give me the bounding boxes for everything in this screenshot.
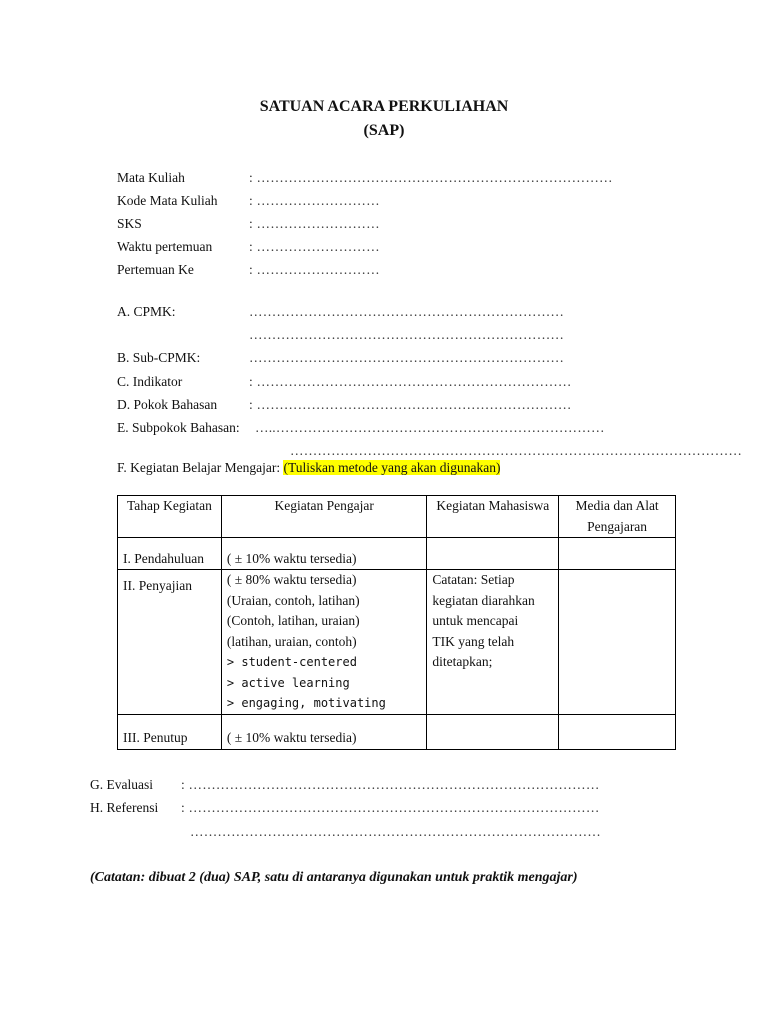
mahasiswa-line: TIK yang telah (432, 633, 515, 649)
field-label-waktu-pertemuan: Waktu pertemuan (117, 239, 213, 254)
kegiatan-label: F. Kegiatan Belajar Mengajar: (117, 460, 284, 475)
evaluasi-label: G. Evaluasi (90, 777, 153, 792)
section-value-indikator: : …………………………………………………………… (249, 374, 572, 389)
field-label-kode-mata-kuliah: Kode Mata Kuliah (117, 193, 218, 208)
header-mahasiswa: Kegiatan Mahasiswa (427, 496, 559, 538)
row-pengajar-penyajian (221, 570, 427, 715)
row-pengajar-pendahuluan: ( ± 10% waktu tersedia) (221, 538, 427, 570)
section-value-pokok-bahasan: : …………………………………………………………… (249, 397, 572, 412)
section-label-sub-cpmk: B. Sub-CPMK: (117, 350, 201, 365)
header-tahap: Tahap Kegiatan (118, 496, 222, 538)
section-label-cpmk: A. CPMK: (117, 304, 176, 319)
mahasiswa-line: Catatan: Setiap (432, 572, 515, 587)
kegiatan-table (117, 495, 676, 750)
pengajar-line: (Uraian, contoh, latihan) (226, 592, 360, 608)
section-label-subpokok-bahasan: E. Subpokok Bahasan: (117, 420, 240, 435)
section-value-cpmk: …………………………………………………………… (249, 304, 565, 319)
row-mahasiswa-penyajian (427, 570, 559, 715)
pengajar-line: > engaging, motivating (226, 696, 386, 710)
referensi-value-line2: ……………………………………………………………………………… (190, 824, 601, 839)
kegiatan-heading (117, 460, 500, 476)
mahasiswa-line: untuk mencapai (432, 613, 519, 628)
section-value-subpokok-bahasan: …..……………………………………………………………… (255, 420, 605, 435)
table-header-row (118, 496, 676, 538)
field-label-mata-kuliah: Mata Kuliah (117, 170, 185, 185)
field-label-pertemuan-ke: Pertemuan Ke (117, 262, 194, 277)
page-subtitle: (SAP) (363, 122, 405, 139)
evaluasi-value: : ……………………………………………………………………………… (181, 777, 600, 792)
row-media-pendahuluan (559, 538, 676, 570)
row-media-penutup (559, 714, 676, 749)
section-label-pokok-bahasan: D. Pokok Bahasan (117, 397, 218, 412)
page-title: SATUAN ACARA PERKULIAHAN (259, 98, 509, 115)
section-value-sub-cpmk: …………………………………………………………… (249, 350, 565, 365)
footer-note: (Catatan: dibuat 2 (dua) SAP, satu di antaranya digunakan untuk praktik mengajar) (90, 870, 578, 885)
referensi-value: : ……………………………………………………………………………… (181, 800, 600, 815)
mahasiswa-line: kegiatan diarahkan (432, 592, 535, 608)
row-tahap-penyajian: II. Penyajian (118, 570, 222, 715)
pengajar-line: (Contoh, latihan, uraian) (226, 613, 360, 628)
row-media-penyajian (559, 570, 676, 715)
row-tahap-pendahuluan: I. Pendahuluan (118, 538, 222, 570)
header-pengajar: Kegiatan Pengajar (221, 496, 427, 538)
table-row (118, 538, 676, 570)
section-label-indikator: C. Indikator (117, 374, 183, 389)
pengajar-line: > active learning (226, 675, 350, 690)
pengajar-line: (latihan, uraian, contoh) (226, 633, 357, 649)
field-value-pertemuan-ke: : ……………………… (249, 262, 380, 277)
table-row (118, 714, 676, 749)
mahasiswa-line: ditetapkan; (432, 654, 493, 669)
section-value-subpokok-bahasan-line2: ……………………………………………………………………………………… (290, 443, 743, 458)
field-value-sks: : ……………………… (249, 216, 380, 231)
field-value-kode-mata-kuliah: : ……………………… (249, 193, 380, 208)
pengajar-line: > student-centered (226, 655, 357, 669)
field-value-mata-kuliah: : …………………………………………………………………… (249, 170, 613, 185)
row-mahasiswa-penutup (427, 714, 559, 749)
table-row (118, 570, 676, 715)
section-value-cpmk-line2: …………………………………………………………… (249, 327, 565, 342)
header-media: Media dan Alat Pengajaran (559, 496, 676, 538)
kegiatan-highlight: (Tuliskan metode yang akan digunakan) (283, 460, 501, 475)
referensi-label: H. Referensi (90, 800, 159, 815)
row-mahasiswa-pendahuluan (427, 538, 559, 570)
row-pengajar-penutup: ( ± 10% waktu tersedia) (221, 714, 427, 749)
pengajar-line: ( ± 80% waktu tersedia) (226, 572, 357, 587)
row-tahap-penutup: III. Penutup (118, 714, 222, 749)
field-value-waktu-pertemuan: : ……………………… (249, 239, 380, 254)
field-label-sks: SKS (117, 216, 142, 231)
